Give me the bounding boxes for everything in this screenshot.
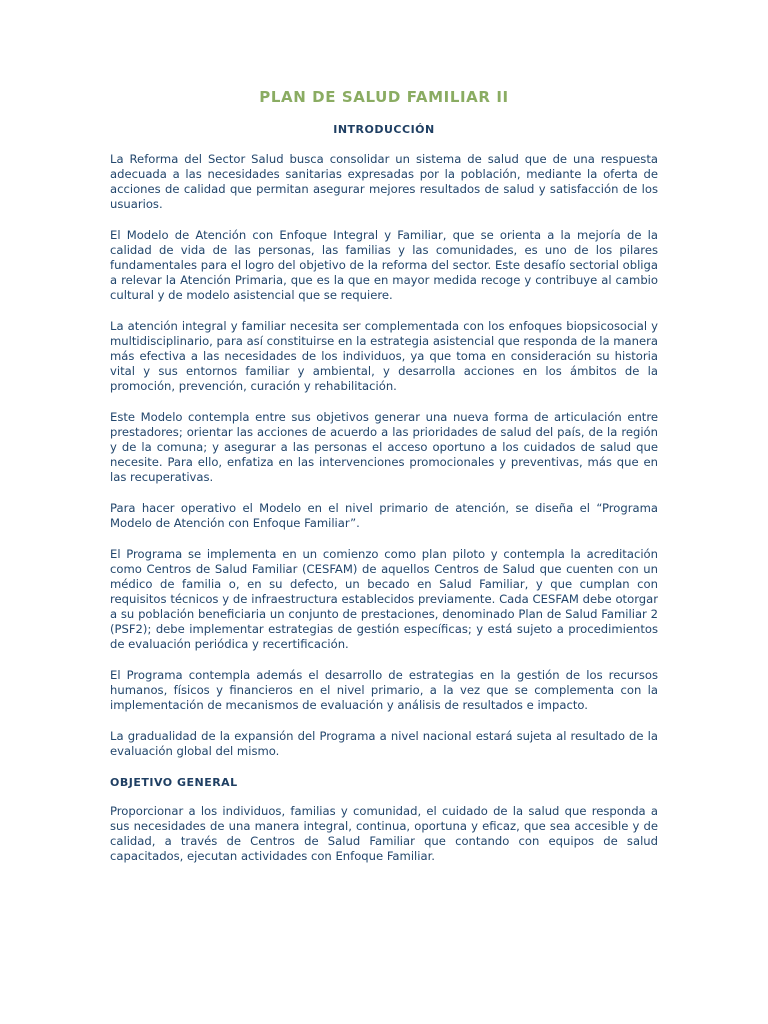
paragraph: El Programa se implementa en un comienzo como plan piloto y contempla la acreditación como Centros de Salud Familiar (CESFAM) de aquellos Centros de Salud que cuenten con un médico de familia o, en su defecto, un becado en Salud Familiar, y que cumplan con requisitos técnicos y de infraestructura establecidos previamente. Cada CESFAM debe otorgar a su población beneficiaria un conjunto de prestaciones, denominado Plan de Salud Familiar 2 (PSF2); debe implementar estrategias de gestión específicas; y está sujeto a procedimientos de evaluación periódica y recertificación.: [110, 547, 658, 651]
section-title-introduccion: INTRODUCCIÓN: [333, 123, 435, 136]
paragraph: Este Modelo contempla entre sus objetivos generar una nueva forma de articulación entre prestadores; orientar las acciones de acuerdo a las prioridades de salud del país, de la región y de la comuna; y asegurar a las personas el acceso oportuno a los cuidados de salud que necesite. Para ello, enfatiza en las intervenciones promocionales y preventivas, más que en las recuperativas.: [110, 410, 658, 484]
paragraph: La atención integral y familiar necesita ser complementada con los enfoques biopsicosocial y multidisciplinario, para así constituirse en la estrategia asistencial que responda de la manera más efectiva a las necesidades de los individuos, ya que toma en consideración su historia vital y sus entornos familiar y ambiental, y desarrolla acciones en los ámbitos de la promoción, prevención, curación y rehabilitación.: [110, 319, 658, 393]
document-page: [110, 86, 658, 880]
paragraph: Para hacer operativo el Modelo en el nivel primario de atención, se diseña el “Programa Modelo de Atención con Enfoque Familiar”.: [110, 501, 658, 530]
document-title: PLAN DE SALUD FAMILIAR II: [259, 88, 509, 106]
paragraph: El Programa contempla además el desarrollo de estrategias en la gestión de los recursos humanos, físicos y financieros en el nivel primario, a la vez que se complementa con la implementación de mecanismos de evaluación y análisis de resultados e impacto.: [110, 668, 658, 712]
objective-paragraph: Proporcionar a los individuos, familias y comunidad, el cuidado de la salud que responda a sus necesidades de una manera integral, continua, oportuna y eficaz, que sea accesible y de calidad, a través de Centros de Salud Familiar que contando con equipos de salud capacitados, ejecutan actividades con Enfoque Familiar.: [110, 804, 658, 863]
section-heading-objetivo-general: OBJETIVO GENERAL: [110, 776, 238, 789]
paragraph: La gradualidad de la expansión del Programa a nivel nacional estará sujeta al resultado de la evaluación global del mismo.: [110, 729, 658, 758]
paragraph: El Modelo de Atención con Enfoque Integral y Familiar, que se orienta a la mejoría de la calidad de vida de las personas, las familias y las comunidades, es uno de los pilares fundamentales para el logro del objetivo de la reforma del sector. Este desafío sectorial obliga a relevar la Atención Primaria, que es la que en mayor medida recoge y contribuye al cambio cultural y de modelo asistencial que se requiere.: [110, 228, 658, 302]
paragraph: La Reforma del Sector Salud busca consolidar un sistema de salud que de una respuesta adecuada a las necesidades sanitarias expresadas por la población, mediante la oferta de acciones de calidad que permitan asegurar mejores resultados de salud y satisfacción de los usuarios.: [110, 152, 658, 211]
